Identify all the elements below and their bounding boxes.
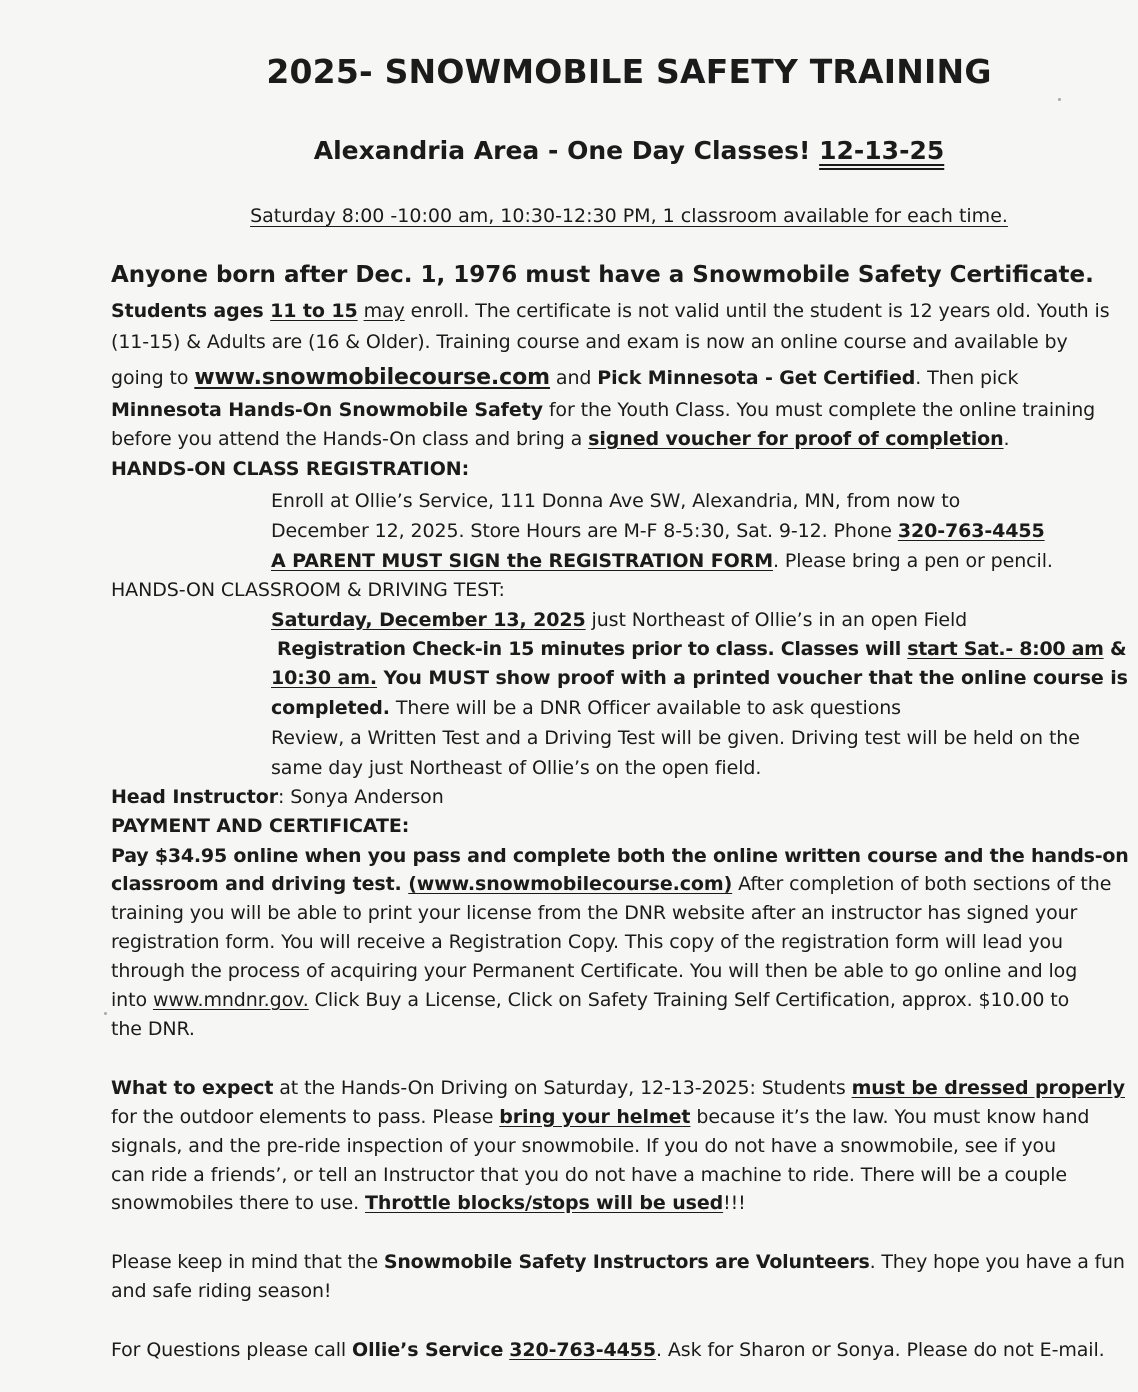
payment-line-2 [111,872,1111,896]
instructor-label: Head Instructor [111,786,278,808]
dress-note: must be dressed properly [851,1077,1125,1099]
registration-text: December 12, 2025. Store Hours are M-F 8-5:30, Sat. 9-12. Phone [271,520,898,542]
payment-line-6 [111,988,1069,1012]
closing-text: . Ask for Sharon or Sonya. Please do not E-mail. [656,1339,1105,1361]
payment-link[interactable]: (www.snowmobilecourse.com) [408,873,733,895]
pick-minnesota: Pick Minnesota - Get Certified [597,367,916,389]
registration-text: . Please bring a pen or pencil. [773,550,1053,572]
payment-line-5: through the process of acquiring your Permanent Certificate. You will then be able to go online and log [111,960,1078,982]
subtitle-text: Alexandria Area - One Day Classes! [313,136,820,165]
classroom-line-1 [271,608,967,632]
payment-text: After completion of both sections of the [732,873,1112,895]
page-title: 2025- SNOWMOBILE SAFETY TRAINING [266,52,992,91]
payment-text: Click Buy a License, Click on Safety Training Self Certification, approx. $10.00 to [308,989,1070,1011]
parent-sign-note: A PARENT MUST SIGN the REGISTRATION FORM [271,550,774,572]
expect-text: because it’s the law. You must know hand [690,1106,1090,1128]
intro-line-2: (11-15) & Adults are (16 & Older). Training course and exam is now an online course and available by [111,331,1068,353]
classroom-text: & [1103,638,1127,660]
expect-text: at the Hands-On Driving on Saturday, 12-13-2025: Students [273,1077,852,1099]
head-instructor [111,785,444,809]
class-date: 12-13-25 [819,136,945,165]
classroom-line-4 [271,696,901,720]
payment-line-3: training you will be able to print your license from the DNR website after an instructor has signed your [111,902,1078,924]
closing-text: . They hope you have a fun [869,1251,1125,1273]
intro-may: may [363,300,405,322]
intro-text: for the Youth Class. You must complete the online training [542,399,1096,421]
closing-line-2: and safe riding season! [111,1280,332,1302]
classroom-line-2 [277,637,1126,661]
classroom-line-3 [271,666,1128,690]
closing-text: For Questions please call [111,1339,353,1361]
expect-line-5 [111,1191,746,1215]
intro-text: . Then pick [915,367,1019,389]
expect-text: !!! [723,1192,746,1214]
expect-line-1 [111,1076,1125,1100]
test-date: Saturday, December 13, 2025 [271,609,586,631]
questions-phone[interactable]: 320-763-4455 [509,1339,656,1361]
intro-line-3 [111,366,1018,390]
intro-line-1 [111,299,1110,323]
payment-text: into [111,989,153,1011]
classroom-text: completed. [271,697,390,719]
intro-text: going to [111,367,195,389]
payment-line-1: Pay $34.95 online when you pass and complete both the online written course and the hands-on [111,845,1129,867]
payment-line-4: registration form. You will receive a Registration Copy. This copy of the registration form will lead you [111,931,1063,953]
dnr-link[interactable]: www.mndnr.gov. [152,989,309,1011]
expect-label: What to expect [111,1077,274,1099]
start-times: start Sat.- 8:00 am [907,638,1104,660]
throttle-note: Throttle blocks/stops will be used [365,1192,724,1214]
volunteers-note: Snowmobile Safety Instructors are Volunteers [383,1251,870,1273]
classroom-text: There will be a DNR Officer available to ask questions [389,697,901,719]
class-schedule [0,205,1138,227]
closing-text: Please keep in mind that the [111,1251,384,1273]
registration-line-3 [271,549,1053,573]
classroom-line-6: same day just Northeast of Ollie’s on the open field. [271,757,762,779]
classroom-heading: HANDS-ON CLASSROOM & DRIVING TEST: [111,579,505,601]
hands-on-course-name: Minnesota Hands-On Snowmobile Safety [111,399,543,421]
voucher-note: signed voucher for proof of completion [588,428,1004,450]
certificate-requirement: Anyone born after Dec. 1, 1976 must have a Snowmobile Safety Certificate. [111,262,1094,288]
intro-text: and [549,367,598,389]
second-start-time: 10:30 am. [271,667,378,689]
classroom-line-5: Review, a Written Test and a Driving Test will be given. Driving test will be held on the [271,727,1080,749]
questions-line [111,1338,1105,1362]
registration-heading: HANDS-ON CLASS REGISTRATION: [111,458,470,480]
expect-line-2 [111,1105,1089,1129]
closing-line-1 [111,1250,1125,1274]
intro-line-4 [111,398,1095,422]
schedule-text: Saturday 8:00 -10:00 am, 10:30-12:30 PM, 1 classroom available for each time. [250,205,1008,227]
registration-line-2 [271,519,1045,543]
intro-text: before you attend the Hands-On class and bring a [111,428,589,450]
registration-line-1: Enroll at Ollie’s Service, 111 Donna Ave SW, Alexandria, MN, from now to [271,490,961,512]
voucher-requirement: You MUST show proof with a printed voucher that the online course is [377,667,1128,689]
scan-speck [1058,98,1061,101]
expect-text: snowmobiles there to use. [111,1192,366,1214]
checkin-note: Registration Check-in 15 minutes prior to class. Classes will [277,638,908,660]
subtitle [0,136,1138,165]
payment-line-7: the DNR. [111,1018,195,1040]
helmet-note: bring your helmet [499,1106,691,1128]
intro-line-5 [111,427,1009,451]
ollies-service: Ollie’s Service [352,1339,504,1361]
intro-text: enroll. The certificate is not valid until the student is 12 years old. Youth is [404,300,1110,322]
intro-ages: 11 to 15 [270,300,358,322]
payment-text: classroom and driving test. [111,873,409,895]
payment-heading: PAYMENT AND CERTIFICATE: [111,815,410,837]
expect-line-3: signals, and the pre-ride inspection of your snowmobile. If you do not have a snowmobile, see if you [111,1135,1057,1157]
instructor-name: : Sonya Anderson [277,786,444,808]
expect-line-4: can ride a friends’, or tell an Instructor that you do not have a machine to ride. There will be a couple [111,1164,1067,1186]
classroom-text: just Northeast of Ollie’s in an open Field [585,609,968,631]
store-phone[interactable]: 320-763-4455 [897,520,1045,542]
course-link[interactable]: www.snowmobilecourse.com [194,365,550,390]
expect-text: for the outdoor elements to pass. Please [111,1106,500,1128]
scan-speck [104,1012,107,1015]
intro-text: . [1003,428,1010,450]
intro-students: Students ages [111,300,271,322]
